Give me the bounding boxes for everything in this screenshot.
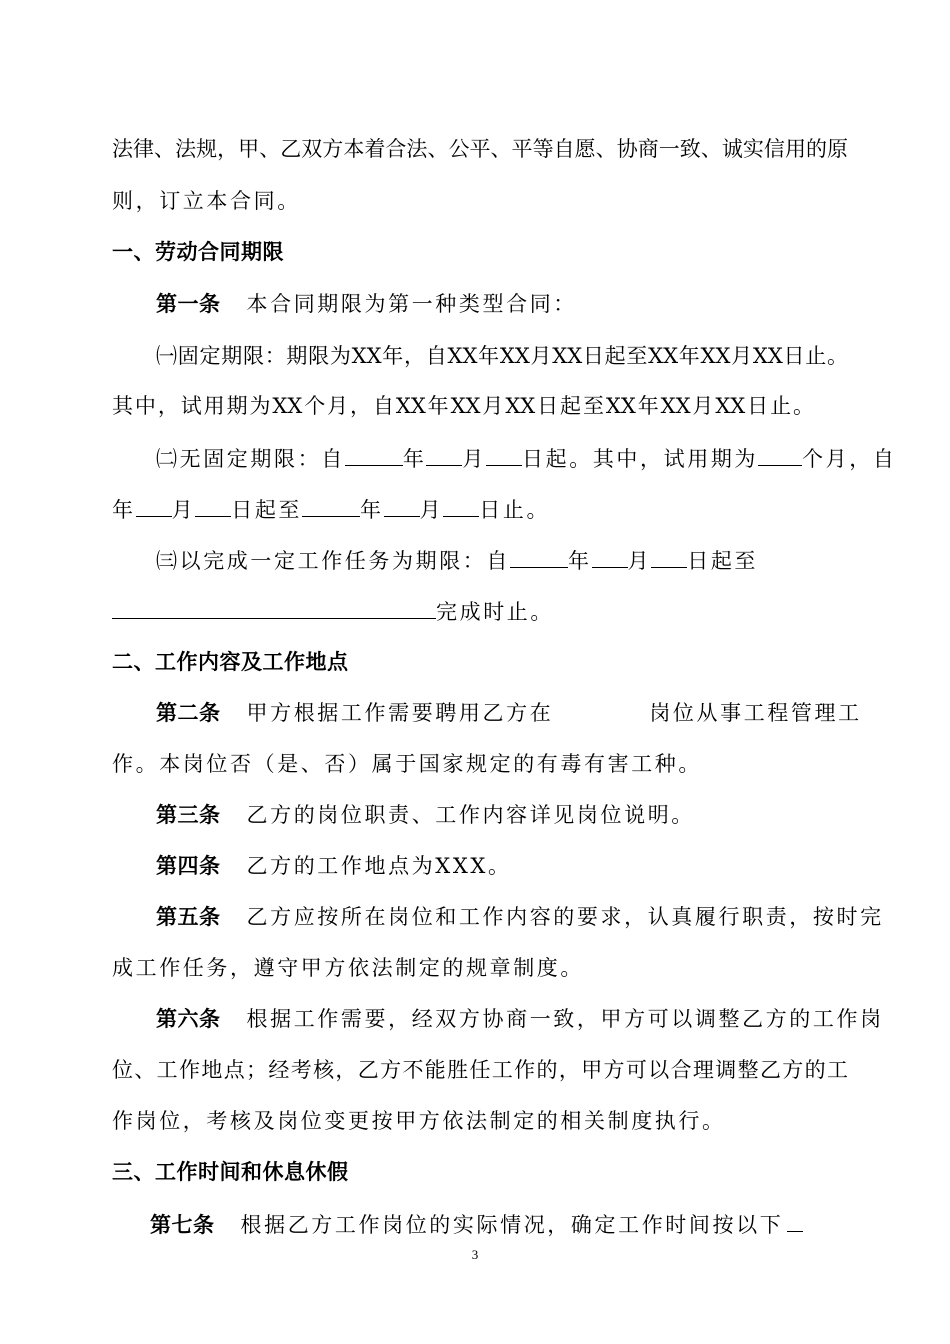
section-heading-2: 二、工作内容及工作地点 <box>112 650 349 674</box>
text: 月 <box>171 498 196 522</box>
text: 日止。 <box>479 498 551 522</box>
article-label: 第二条 <box>156 701 221 725</box>
article-label: 第三条 <box>156 803 221 827</box>
blank-field <box>136 494 172 517</box>
text: 日起至 <box>231 498 303 522</box>
text: 月 <box>419 498 444 522</box>
article-5 <box>156 903 884 931</box>
article-label: 第七条 <box>150 1213 215 1237</box>
article-1 <box>156 290 848 318</box>
article-2 <box>156 699 862 727</box>
text: 日起至 <box>687 549 759 573</box>
blank-field <box>758 443 802 466</box>
article-label: 第四条 <box>156 854 221 878</box>
article-3 <box>156 801 848 829</box>
text: 日起。其中，试用期为 <box>522 447 759 471</box>
article-text: 乙方的工作地点为XXX。 <box>246 854 512 878</box>
text: ㈡无固定期限：自 <box>156 447 345 471</box>
blank-field <box>302 494 360 517</box>
text: 完成时止。 <box>436 600 554 624</box>
article-label: 第一条 <box>156 292 221 316</box>
article-4 <box>156 852 848 880</box>
text: 年 <box>360 498 384 522</box>
blank-field <box>510 545 568 568</box>
text: 月 <box>462 447 487 471</box>
article-text: 根据乙方工作岗位的实际情况，确定工作时间按以下 <box>240 1213 784 1237</box>
text: 月 <box>627 549 652 573</box>
blank-field <box>384 494 420 517</box>
blank-field <box>443 494 479 517</box>
term-3-line <box>112 596 848 626</box>
page-number: 3 <box>471 1247 479 1262</box>
article-label: 第六条 <box>156 1007 221 1031</box>
paragraph-line: 法律、法规，甲、乙双方本着合法、公平、平等自愿、协商一致、诚实信用的原 <box>112 137 848 161</box>
term-3-line <box>156 545 848 575</box>
article-text: 根据工作需要，经双方协商一致，甲方可以调整乙方的工作岗 <box>246 1007 884 1031</box>
paragraph-line: 成工作任务，遵守甲方依法制定的规章制度。 <box>112 956 584 980</box>
section-heading-1: 一、劳动合同期限 <box>112 240 284 264</box>
paragraph-line: 位、工作地点；经考核，乙方不能胜任工作的，甲方可以合理调整乙方的工 <box>112 1058 848 1082</box>
term-1-line: ㈠固定期限：期限为XX年，自XX年XX月XX日起至XX年XX月XX日止。 <box>156 344 848 368</box>
paragraph-line: 则，订立本合同。 <box>112 189 301 213</box>
blank-field <box>345 443 403 466</box>
text: 个月，自 <box>802 447 897 471</box>
article-text: 乙方的岗位职责、工作内容详见岗位说明。 <box>246 803 695 827</box>
term-1-line: 其中，试用期为XX个月，自XX年XX月XX日起至XX年XX月XX日止。 <box>112 394 814 418</box>
article-text: 岗位从事工程管理工 <box>649 701 862 725</box>
blank-field <box>195 494 231 517</box>
text: 年 <box>568 549 592 573</box>
term-2-line <box>112 494 848 524</box>
blank-field <box>651 545 687 568</box>
paragraph-line: 作岗位，考核及岗位变更按甲方依法制定的相关制度执行。 <box>112 1109 726 1133</box>
article-text: 本合同期限为第一种类型合同： <box>246 292 577 316</box>
paragraph-line: 作。本岗位否（是、否）属于国家规定的有毒有害工种。 <box>112 752 702 776</box>
article-text: 乙方应按所在岗位和工作内容的要求，认真履行职责，按时完 <box>246 905 884 929</box>
section-heading-3: 三、工作时间和休息休假 <box>112 1160 349 1184</box>
term-2-line <box>156 443 897 473</box>
text: ㈢以完成一定工作任务为期限：自 <box>156 549 510 573</box>
blank-field <box>426 443 462 466</box>
blank-field <box>592 545 628 568</box>
blank-field <box>112 596 436 619</box>
article-label: 第五条 <box>156 905 221 929</box>
blank-field <box>486 443 522 466</box>
text: 年 <box>402 447 427 471</box>
text: 年 <box>112 498 136 522</box>
article-text: 甲方根据工作需要聘用乙方在 <box>246 701 554 725</box>
article-6 <box>156 1005 884 1033</box>
article-7 <box>150 1209 850 1239</box>
blank-field <box>787 1209 803 1232</box>
